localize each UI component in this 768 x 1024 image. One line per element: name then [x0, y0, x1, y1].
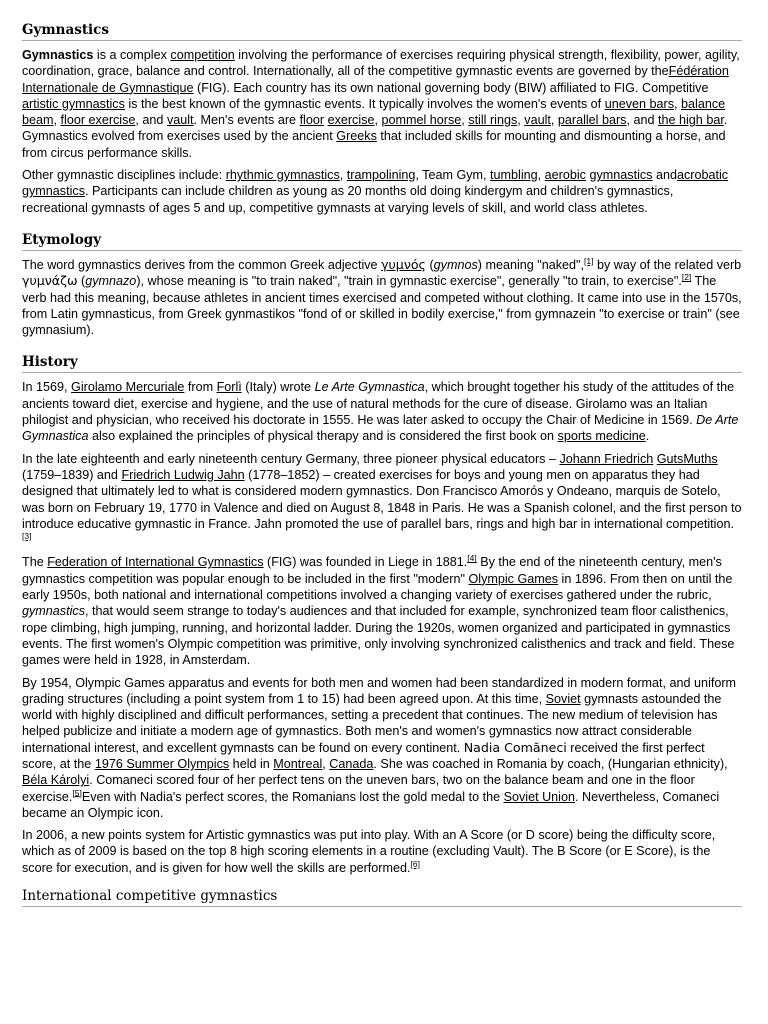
link-mercuriale[interactable]: Girolamo Mercuriale: [71, 380, 185, 395]
link-uneven-bars[interactable]: uneven bars: [604, 96, 675, 111]
section-heading-gymnastics: Gymnastics: [22, 22, 742, 41]
section-heading-history: History: [22, 354, 742, 373]
paragraph-etymology: The word gymnastics derives from the common Greek adjective γυμνός (gymnos) meaning "naked",[1] by way of the related verb γυμνάζω (gymnazo), whose meaning is "to train naked", "train in gymnastic exercise", generally "to train, to exercise".[2] The verb had this meaning, because athletes in ancient times exercised and competed without clothing. It came into use in the 1570s, from Latin gymnasticus, from Greek gynmastikos "fond of or skilled in bodily exercise," from gymnazein "to exercise or train" (see gymnasium).: [22, 255, 742, 338]
link-aerobic-a[interactable]: aerobic: [544, 168, 586, 183]
link-fig-federation[interactable]: Federation of International Gymnastics: [47, 555, 264, 570]
link-montreal[interactable]: Montreal: [273, 756, 323, 771]
link-floor-exercise-men-a[interactable]: floor: [299, 113, 325, 128]
ref-3[interactable]: [3]: [22, 530, 32, 541]
paragraph-history-germany: In the late eighteenth and early nineteenth century Germany, three pioneer physical educators – Johann Friedrich GutsMuths (1759–1839) and Friedrich Ludwig Jahn (1778–1852) – created exercises for boys and young men on apparatus they had designed that ultimately led to what is considered modern gymnastics. Don Francisco Amorós y Ondeano, marquis de Sotelo, was born on February 19, 1770 in Valence and died on August 8, 1848 in Paris. He was a Spanish colonel, and the first person to introduce educative gymnastic in France. Jahn promoted the use of parallel bars, rings and high bar in international competition.[3]: [22, 451, 742, 541]
link-aerobic-b[interactable]: gymnastics: [589, 168, 653, 183]
paragraph-history-fig: The Federation of International Gymnastics (FIG) was founded in Liege in 1881.[4] By the end of the nineteenth century, men's gymnastics competition was popular enough to be included in the first "modern" Olympic Games in 1896. From then on until the early 1950s, both national and international competitions involved a changing variety of exercises gathered under the rubric, gymnastics, that would seem strange to today's audiences and that included for example, synchronized team floor calisthenics, rope climbing, high jumping, running, and horizontal ladder. During the 1920s, women organized and participated in gymnastics events. The first women's Olympic competition was primitive, only involving synchronized calisthenics and track and field. These games were held in 1928, in Amsterdam.: [22, 553, 735, 668]
link-forli[interactable]: Forlì: [216, 380, 242, 395]
paragraph-disciplines: Other gymnastic disciplines include: rhythmic gymnastics, trampolining, Team Gym, tumbling, aerobic gymnastics andacrobatic gymnastics. Participants can include children as young as 20 months old doing kindergym and children's gymnastics, recreational gymnasts of ages 5 and up, competitive gymnasts at varying levels of skill, and world class athletes.: [22, 168, 729, 215]
link-fig[interactable]: Fédération Internationale de Gymnastique: [22, 64, 729, 95]
link-balance-beam[interactable]: balance beam: [22, 96, 726, 128]
link-floor-exercise[interactable]: floor exercise: [60, 113, 136, 128]
section-heading-etymology: Etymology: [22, 232, 742, 251]
link-olympic-games[interactable]: Olympic Games: [468, 571, 559, 586]
link-still-rings[interactable]: still rings: [468, 113, 518, 128]
paragraph-history-1954: By 1954, Olympic Games apparatus and events for both men and women had been standardized in modern format, and uniform grading structures (including a point system from 1 to 15) had been agreed upon. At this time, Soviet gymnasts astounded the world with highly disciplined and difficult performances, setting a precedent that continues. The new medium of television has helped publicize and initiate a modern age of gymnastics. Both men's and women's gymnastics now attract considerable international interest, and excellent gymnasts can be found on every continent. Nadia Comăneci received the first perfect score, at the 1976 Summer Olympics held in Montreal, Canada. She was coached in Romania by coach, (Hungarian ethnicity), Béla Károlyi. Comaneci scored four of her perfect tens on the uneven bars, two on the balance beam and one in the floor exercise.[5]Even with Nadia's perfect scores, the Romanians lost the gold medal to the Soviet Union. Nevertheless, Comaneci became an Olympic icon.: [22, 675, 737, 820]
link-gutsmuths-b[interactable]: GutsMuths: [656, 451, 718, 466]
paragraph-history-1569: In 1569, Girolamo Mercuriale from Forlì (Italy) wrote Le Arte Gymnastica, which brought together his study of the attitudes of the ancients toward diet, exercise and hygiene, and the use of natural methods for the cure of disease. Girolamo was an Italian philogist and physician, who received his doctorate in 1555. He was later asked to occupy the Chair of Medicine in 1569. De Arte Gymnastica also explained the principles of physical therapy and is considered the first book on sports medicine.: [22, 380, 739, 444]
link-acrobatic-gymnastics[interactable]: acrobatic gymnastics: [22, 168, 729, 199]
link-tumbling[interactable]: tumbling: [490, 168, 538, 183]
link-greeks[interactable]: Greeks: [336, 129, 377, 144]
link-artistic-gymnastics[interactable]: artistic gymnastics: [22, 96, 125, 111]
greek-gymnazo: γυμνάζω: [22, 273, 78, 289]
link-soviet[interactable]: Soviet: [545, 691, 581, 706]
link-karolyi[interactable]: Béla Károlyi: [22, 773, 90, 788]
link-canada[interactable]: Canada: [329, 756, 374, 771]
section-heading-international: International competitive gymnastics: [22, 888, 742, 907]
link-rhythmic-gymnastics[interactable]: rhythmic gymnastics: [225, 168, 340, 183]
paragraph-history-2006: In 2006, a new points system for Artistic gymnastics was put into play. With an A Score (or D score) being the difficulty score, which as of 2009 is based on the top 8 high scoring elements in a routine (excluding Vault). The B Score (or E Score), is the score for execution, and is given for how well the skills are performed.[6]: [22, 828, 716, 875]
ref-4[interactable]: [4]: [467, 553, 477, 564]
link-gymnos-greek[interactable]: γυμνός: [381, 256, 426, 272]
link-vault-men[interactable]: vault: [524, 113, 551, 128]
link-jahn[interactable]: Friedrich Ludwig Jahn: [121, 467, 245, 482]
ref-5[interactable]: [5]: [72, 787, 82, 798]
link-parallel-bars[interactable]: parallel bars: [557, 113, 627, 128]
article: [22, 22, 742, 913]
ref-6[interactable]: [6]: [410, 858, 420, 869]
name-nadia: Nadia Comăneci: [463, 739, 567, 755]
link-soviet-union[interactable]: Soviet Union: [503, 789, 575, 804]
link-gutsmuths-a[interactable]: Johann Friedrich: [559, 451, 654, 466]
link-trampolining[interactable]: trampolining: [346, 168, 416, 183]
link-sports-medicine[interactable]: sports medicine: [557, 429, 646, 444]
ref-1[interactable]: [1]: [584, 255, 594, 266]
link-high-bar[interactable]: the high bar: [658, 113, 724, 128]
link-1976-summer-olympics[interactable]: 1976 Summer Olympics: [94, 756, 230, 771]
link-pommel-horse[interactable]: pommel horse: [381, 113, 462, 128]
ref-2[interactable]: [2]: [681, 272, 692, 283]
paragraph-intro: Gymnastics is a complex competition involving the performance of exercises requiring physical strength, flexibility, power, agility, coordination, grace, balance and control. Internationally, all of the competitive gymnastic events are governed by theFédération Internationale de Gymnastique (FIG). Each country has its own national governing body (BIW) affiliated to FIG. Competitive artistic gymnastics is the best known of the gymnastic events. It typically involves the women's events of uneven bars, balance beam, floor exercise, and vault. Men's events are floor exercise, pommel horse, still rings, vault, parallel bars, and the high bar. Gymnastics evolved from exercises used by the ancient Greeks that included skills for mounting and dismounting a horse, and from circus performance skills.: [22, 48, 740, 160]
term-gymnastics: Gymnastics: [22, 48, 94, 62]
link-competition[interactable]: competition: [170, 48, 235, 62]
link-floor-exercise-men-b[interactable]: exercise: [327, 113, 375, 128]
link-vault[interactable]: vault: [166, 113, 194, 128]
